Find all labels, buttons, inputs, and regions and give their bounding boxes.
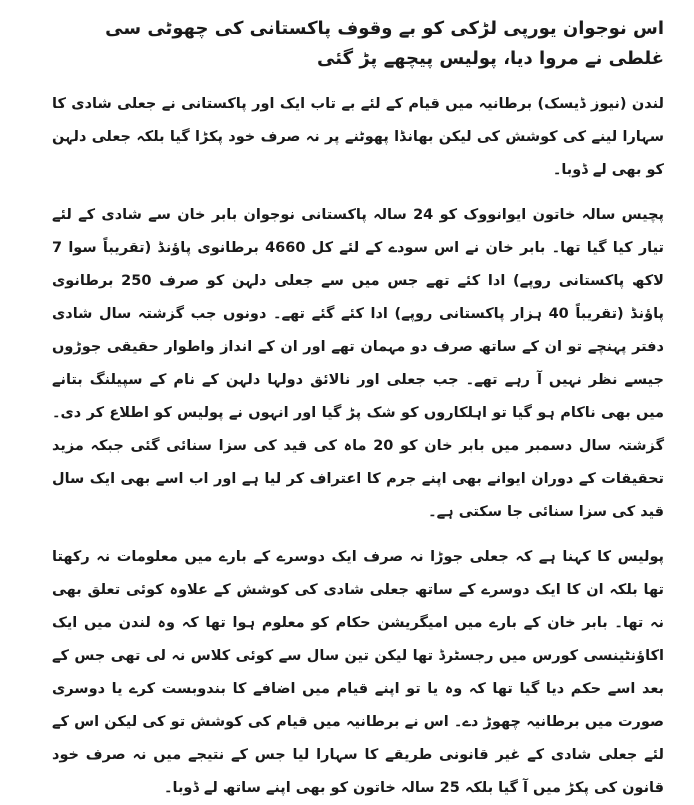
headline: اس نوجوان یورپی لڑکی کو بے وقوف پاکستانی کی چھوٹی سی غلطی نے مروا دیا، پولیس پیچھے پڑ گئی: [105, 18, 664, 69]
paragraph-intro: لندن (نیوز ڈیسک) برطانیہ میں قیام کے لئے بے تاب ایک اور پاکستانی نے جعلی شادی کا سہارا لینے کی کوشش کی لیکن بھانڈا پھوٹنے پر نہ صرف خود پکڑا گیا بلکہ جعلی دلہن کو بھی لے ڈوبا۔: [52, 96, 664, 178]
paragraph-details: پچیس سالہ خاتون ایوانووک کو 24 سالہ پاکستانی نوجوان بابر خان سے شادی کے لئے تیار کیا گیا تھا۔ بابر خان نے اس سودے کے لئے کل 4660 برطانوی پاؤنڈ (تقریباً سوا 7 لاکھ پاکستانی روپے) ادا کئے تھے جس میں سے جعلی دلہن کو صرف 250 برطانوی پاؤنڈ (تقریباً 40 ہزار پاکستانی روپے) ادا کئے گئے تھے۔ دونوں جب گزشتہ سال شادی دفتر پہنچے تو ان کے ساتھ صرف دو مہمان تھے اور ان کے انداز واطوار حقیقی جوڑوں جیسے نظر نہیں آ رہے تھے۔ جب جعلی اور نالائق دولہا دلہن کے نام کے سپیلنگ بتانے میں بھی ناکام ہو گیا تو اہلکاروں کو شک پڑ گیا اور انہوں نے پولیس کو اطلاع کر دی۔ گزشتہ سال دسمبر میں بابر خان کو 20 ماہ کی قید کی سزا سنائی گئی جبکہ مزید تحقیقات کے دوران ایوانے بھی اپنے جرم کا اعتراف کر لیا ہے اور اب اسے بھی ایک سال قید کی سزا سنائی جا سکتی ہے۔: [52, 207, 665, 520]
paragraph-police-statement: پولیس کا کہنا ہے کہ جعلی جوڑا نہ صرف ایک دوسرے کے بارے میں معلومات نہ رکھتا تھا بلکہ ان کا ایک دوسرے کے ساتھ جعلی شادی کی کوشش کے علاوہ کوئی تعلق بھی نہ تھا۔ بابر خان کے بارے میں امیگریشن حکام کو معلوم ہوا تھا کہ وہ لندن میں ایک اکاؤنٹینسی کورس میں رجسٹرڈ تھا لیکن تین سال سے کوئی کلاس نہ لی تھی جس کے بعد اسے حکم دیا گیا تھا کہ وہ یا تو اپنے قیام میں اضافے کا بندوبست کرے یا دوسری صورت میں برطانیہ چھوڑ دے۔ اس نے برطانیہ میں قیام کی کوشش تو کی لیکن اس کے لئے جعلی شادی کے غیر قانونی طریقے کا سہارا لیا جس کے نتیجے میں نہ صرف خود قانون کی پکڑ میں آ گیا بلکہ 25 سالہ خاتون کو بھی اپنے ساتھ لے ڈوبا۔: [52, 549, 664, 796]
